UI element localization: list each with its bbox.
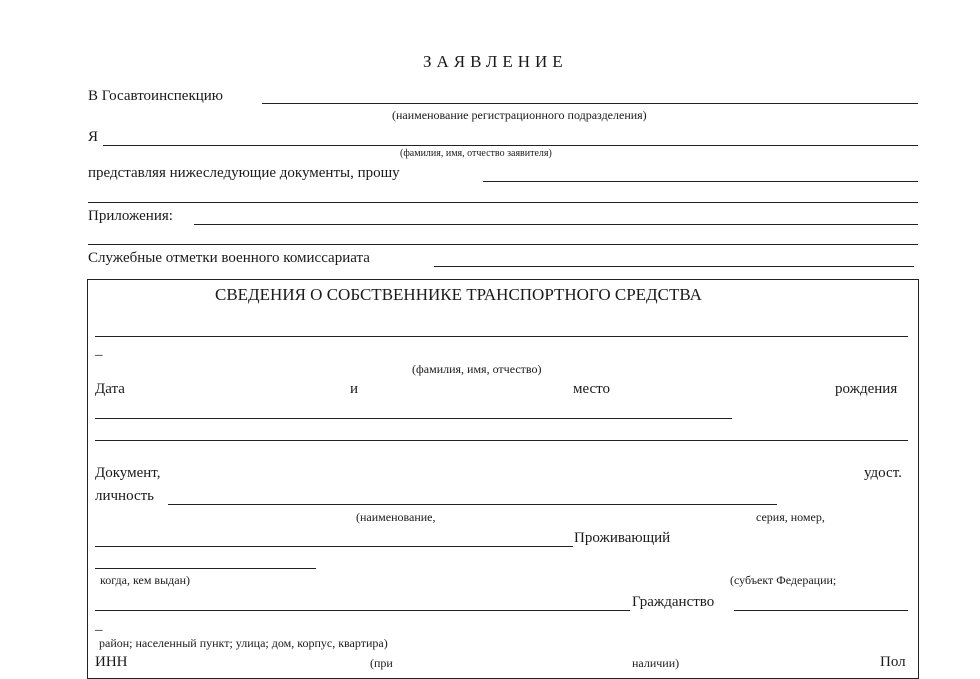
inn-label: ИНН (95, 654, 128, 670)
owner-dash-2: _ (95, 617, 103, 633)
birth-word-birth: рождения (835, 381, 898, 397)
inn-hint-1: (при (370, 656, 393, 670)
prozhivayushchiy-label: Проживающий (574, 530, 671, 546)
birth-word-and: и (350, 381, 359, 397)
ya-hint: (фамилия, имя, отчество заявителя) (400, 148, 552, 159)
attachments-input-line[interactable] (194, 224, 918, 225)
gai-input-line[interactable] (262, 103, 918, 104)
subject-hint: (субъект Федерации; (730, 573, 837, 587)
owner-section-heading: СВЕДЕНИЯ О СОБСТВЕННИКЕ ТРАНСПОРТНОГО СРЕДСТВА (215, 285, 702, 304)
military-label: Служебные отметки военного комиссариата (88, 250, 370, 266)
ya-input-line[interactable] (103, 145, 918, 146)
kogda-hint: когда, кем выдан) (100, 573, 191, 587)
present-label: представляя нижеследующие документы, прошу (88, 165, 400, 181)
document-title: ЗАЯВЛЕНИЕ (423, 52, 568, 71)
military-input-line[interactable] (434, 266, 914, 267)
birth-input-line-2[interactable] (95, 440, 908, 441)
birth-word-place: место (573, 381, 611, 397)
pol-label: Пол (880, 654, 906, 670)
ya-label: Я (88, 129, 99, 145)
id-doc-input-line[interactable] (168, 504, 777, 505)
address-hint: район; населенный пункт; улица; дом, корпус, квартира) (99, 636, 388, 650)
gai-label: В Госавтоинспекцию (88, 88, 223, 104)
inn-hint-2: наличии) (632, 656, 680, 670)
present-input-line-2[interactable] (88, 202, 918, 203)
naimenovanie-hint: (наименование, (356, 510, 436, 524)
id-doc-input-line-2[interactable] (95, 546, 573, 547)
doc-label: Документ, (95, 465, 161, 481)
lichnost-label: личность (95, 488, 155, 504)
gai-hint: (наименование регистрационного подразделения) (392, 108, 647, 122)
present-input-line[interactable] (483, 181, 918, 182)
owner-section-box (87, 279, 919, 679)
attachments-label: Приложения: (88, 208, 173, 224)
owner-fio-hint: (фамилия, имя, отчество) (412, 362, 542, 376)
address-input-line[interactable] (95, 610, 630, 611)
birth-input-line[interactable] (95, 418, 732, 419)
grazhdanstvo-label: Гражданство (632, 594, 715, 610)
owner-dash-1: _ (95, 342, 103, 358)
udost-label: удост. (864, 465, 902, 481)
attachments-input-line-2[interactable] (88, 244, 918, 245)
citizenship-input-line[interactable] (734, 610, 908, 611)
birth-word-date: Дата (95, 381, 125, 397)
seriya-hint: серия, номер, (756, 510, 825, 524)
issued-input-line[interactable] (95, 568, 316, 569)
owner-fio-line[interactable] (95, 336, 908, 337)
